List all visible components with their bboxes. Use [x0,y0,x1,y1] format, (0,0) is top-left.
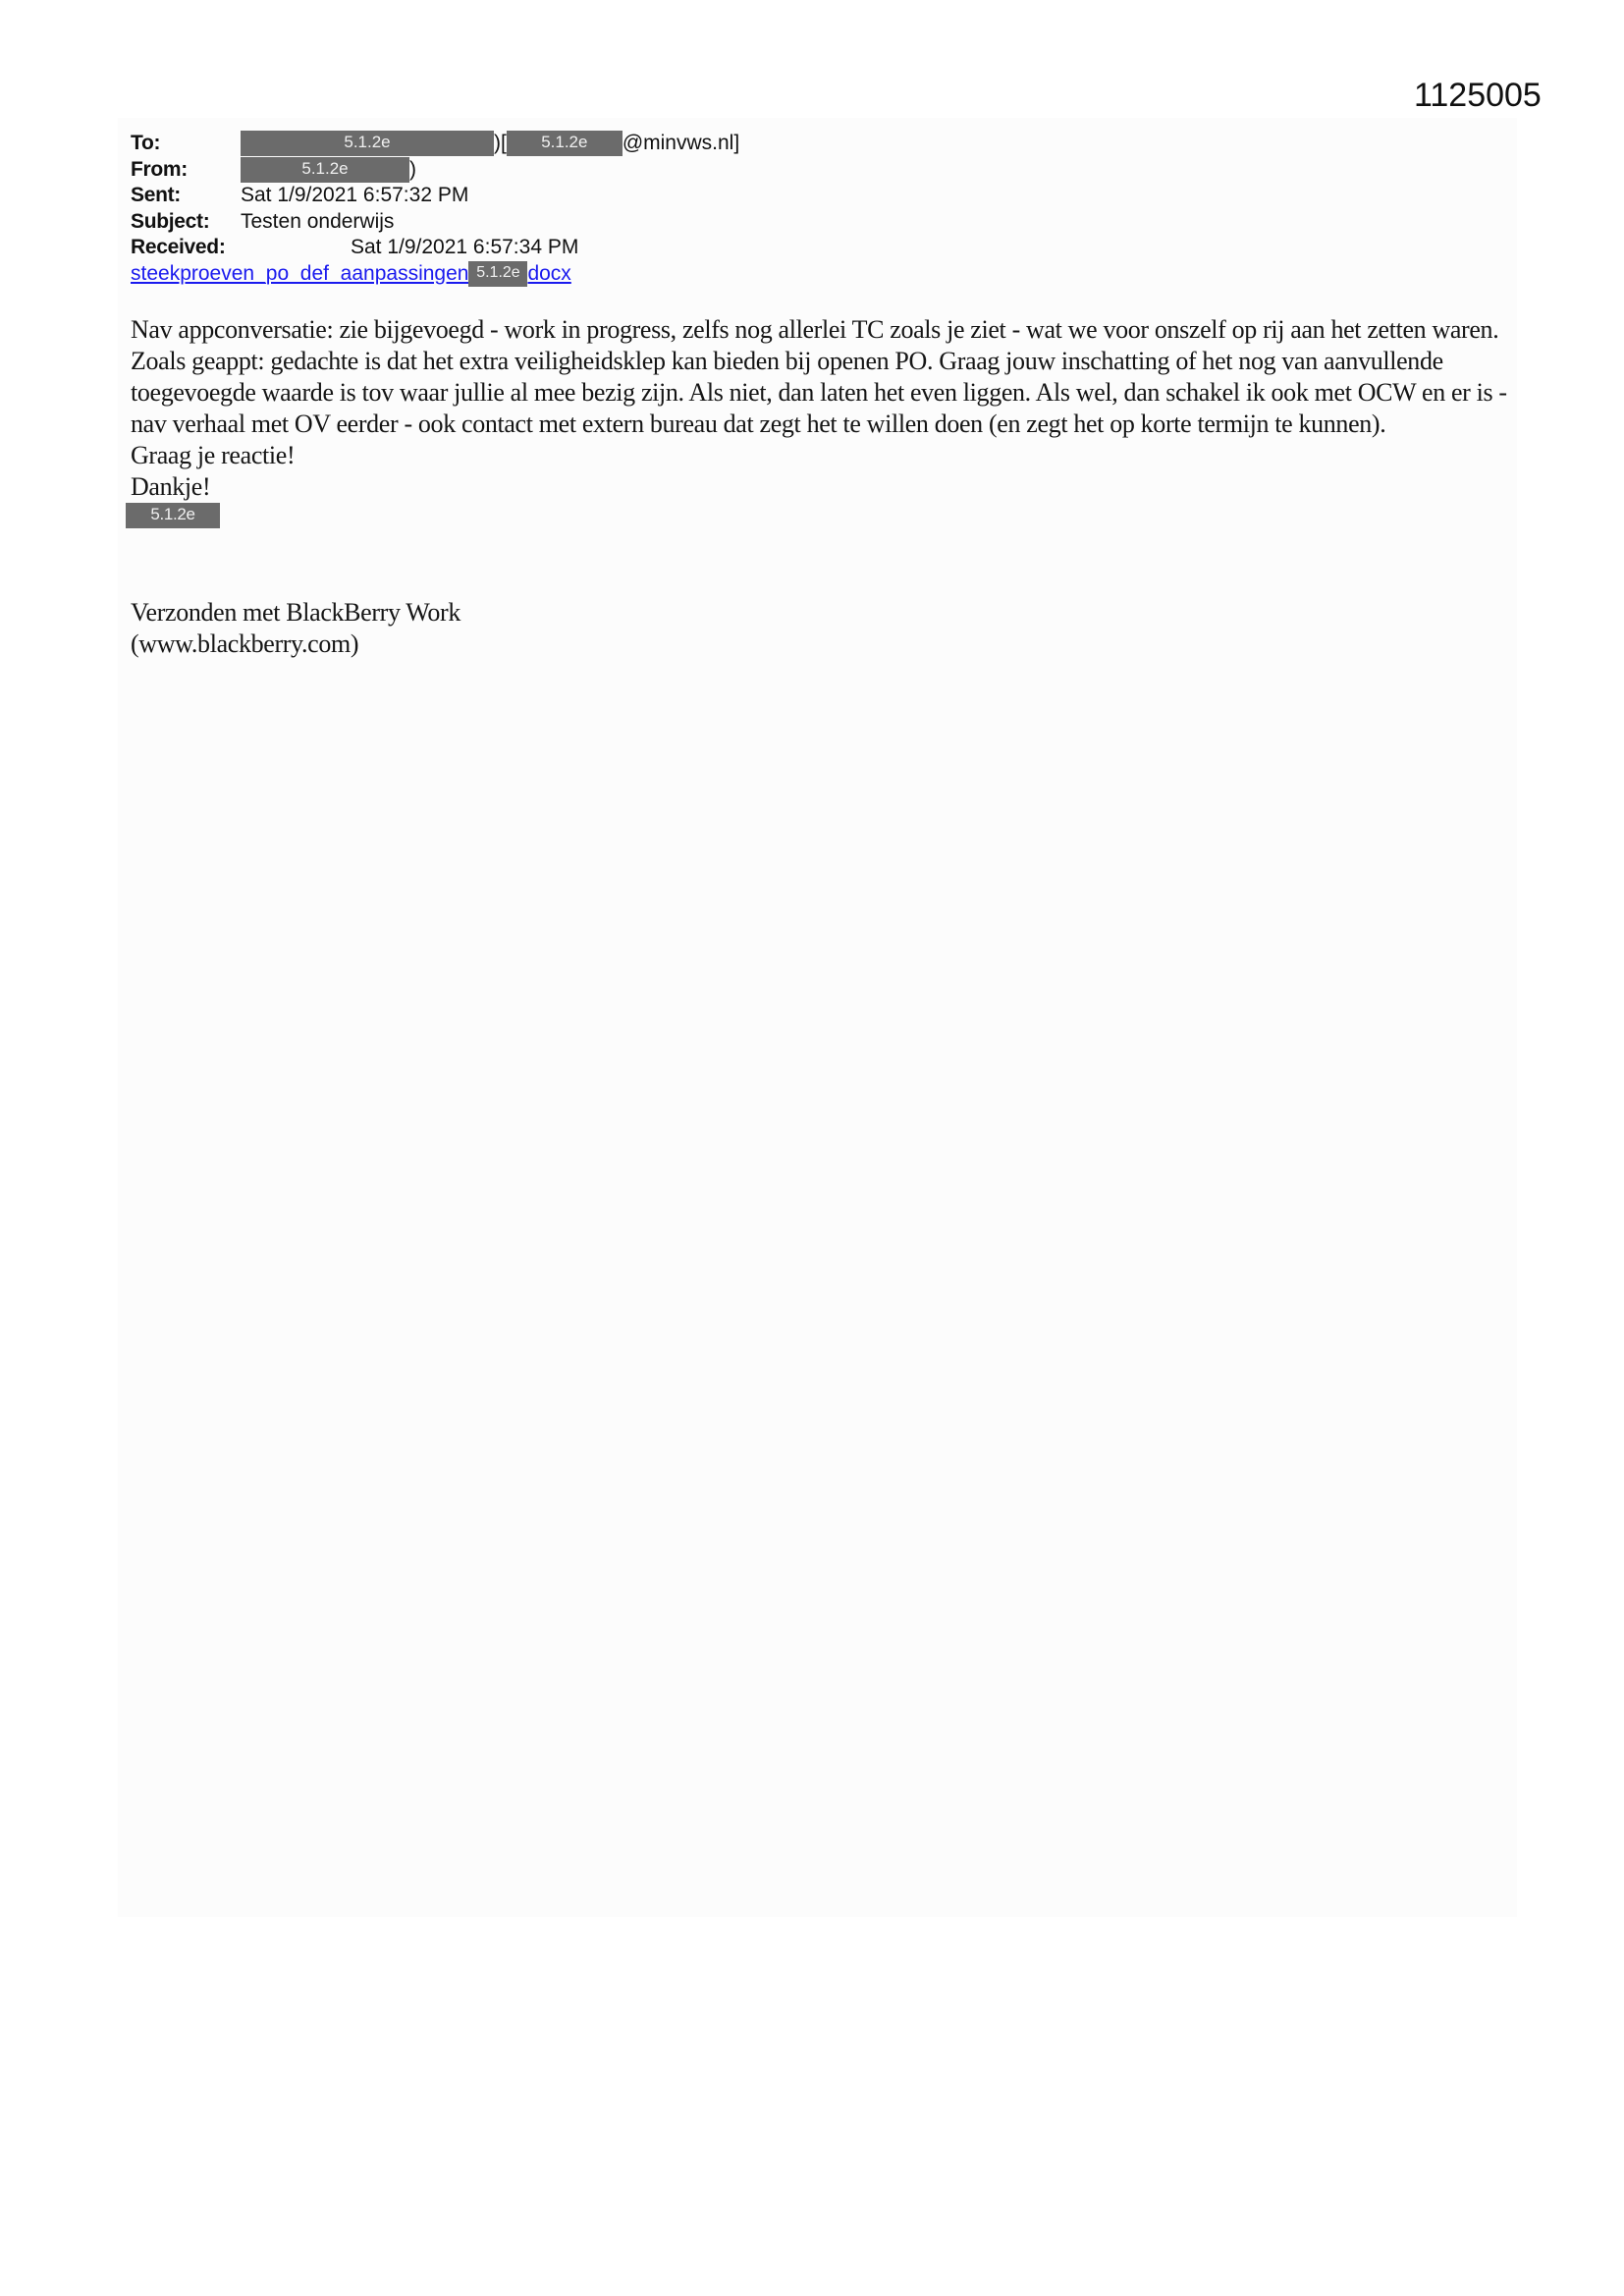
received-label: Received: [131,236,226,258]
footer-line-2: (www.blackberry.com) [131,629,359,658]
closing-request: Graag je reactie! [131,441,296,469]
closing-thanks: Dankje! [131,472,211,501]
to-row [131,131,740,157]
email-header [131,131,740,287]
document-number: 1125005 [1414,77,1542,114]
redaction-box: 5.1.2e [468,261,527,287]
received-value: Sat 1/9/2021 6:57:34 PM [351,236,579,258]
footer-line-1: Verzonden met BlackBerry Work [131,598,461,627]
from-label: From: [131,157,188,181]
attachment-row [131,261,571,288]
attachment-name: steekproeven_po_def_aanpassingen [131,261,469,285]
redaction-box: 5.1.2e [507,131,623,156]
email-body [131,314,1515,660]
subject-label: Subject: [131,209,210,233]
from-value [241,157,416,184]
sent-value: Sat 1/9/2021 6:57:32 PM [241,184,469,206]
subject-value: Testen onderwijs [241,209,395,233]
from-row [131,157,571,184]
signature [131,503,1515,534]
body-paragraph: Nav appconversatie: zie bijgevoegd - work in progress, zelfs nog allerlei TC zoals je ziet - wat we voor onszelf op rij aan het zetten waren. Zoals geappt: gedachte is dat het extra veiligheidsklep kan bieden bij openen PO. Graag jouw inschatting of het nog van aanvullende toegevoegde waarde is tov waar jullie al mee bezig zijn. Als niet, dan laten het even liggen. Als wel, dan schakel ik ook met OCW en er is - nav verhaal met OV eerder - ook contact met extern bureau dat zegt het te willen doen (en zegt het op korte termijn te kunnen). [131,315,1507,438]
from-suffix: ) [409,157,416,181]
to-domain: @minvws.nl] [622,132,740,154]
to-separator: )[ [494,132,507,154]
sent-label: Sent: [131,184,182,206]
redaction-box: 5.1.2e [241,157,409,183]
redaction-box: 5.1.2e [241,131,494,156]
redaction-box: 5.1.2e [126,503,220,528]
received-row [131,235,579,261]
to-value [241,131,739,157]
sent-row [131,183,571,209]
to-label: To: [131,132,161,154]
attachment-link[interactable] [131,262,468,285]
attachment-extension-link[interactable]: docx [527,261,571,285]
subject-row [131,209,571,236]
